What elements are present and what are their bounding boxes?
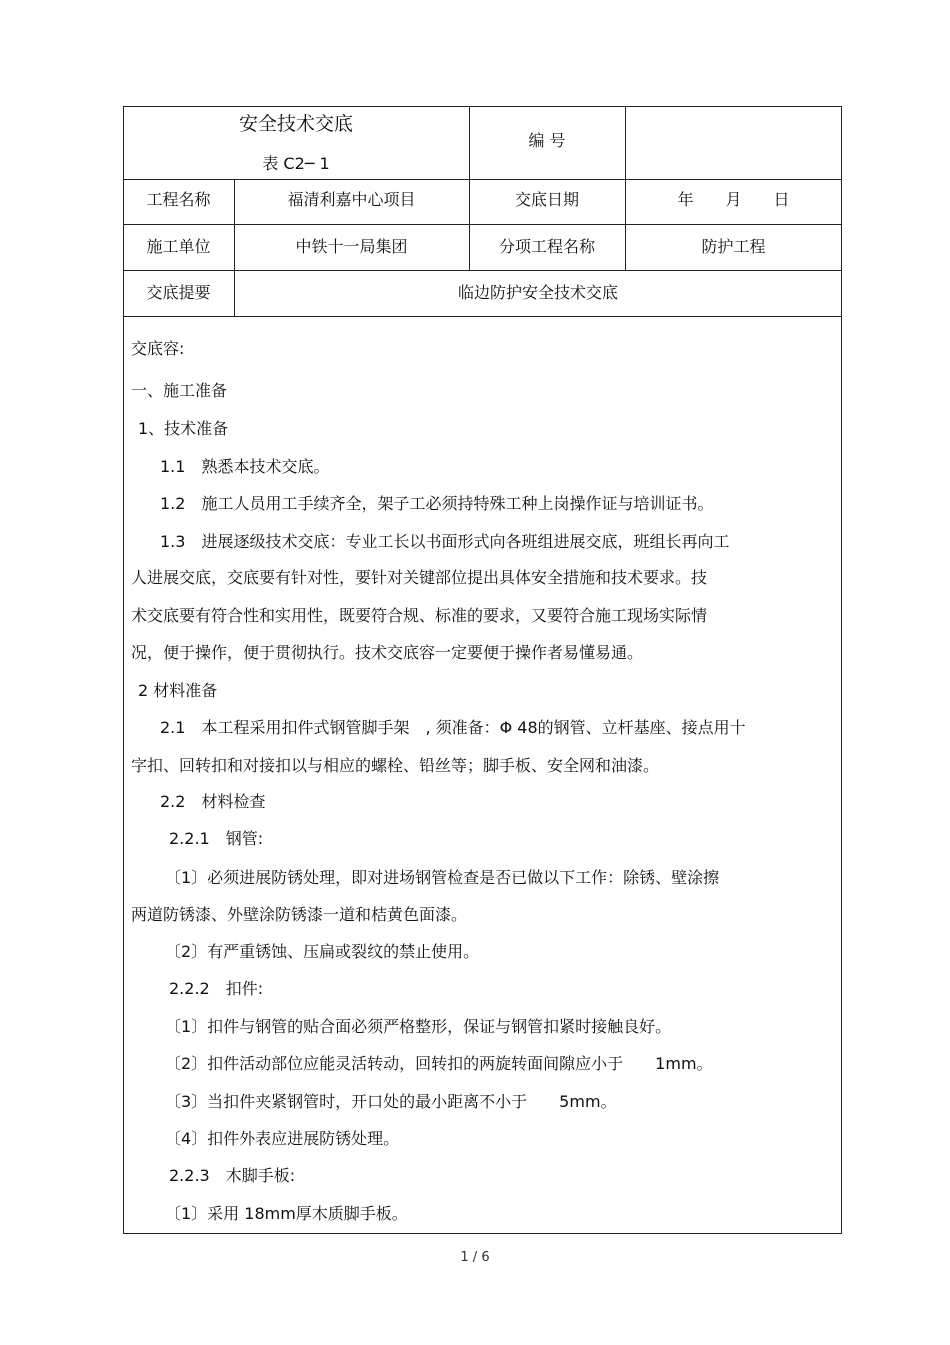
project-name-label: 工程名称 xyxy=(146,190,211,209)
content-line: 2.2.1 钢管: xyxy=(169,829,264,848)
project-name-value: 福清利嘉中心项目 xyxy=(287,190,416,209)
row-divider xyxy=(123,224,842,225)
content-line: 〔1〕采用 18mm厚木质脚手板。 xyxy=(165,1204,408,1223)
form-code: 表 C2─ 1 xyxy=(262,154,330,173)
content-line: 2.2.2 扣件: xyxy=(169,979,264,998)
row-divider xyxy=(123,270,842,271)
content-line: 一、施工准备 xyxy=(131,381,228,400)
disclosure-date-value: 年 月 日 xyxy=(677,190,790,209)
row-divider xyxy=(123,316,842,317)
content-line: 字扣、回转扣和对接扣以与相应的螺栓、铅丝等；脚手板、安全网和油漆。 xyxy=(131,756,660,775)
content-line: 人进展交底，交底要有针对性，要针对关键部位提出具体安全措施和技术要求。技 xyxy=(131,568,708,587)
content-line: 1、技术准备 xyxy=(138,419,229,438)
construction-unit-value: 中铁十一局集团 xyxy=(295,237,408,256)
page-number: 1 / 6 xyxy=(460,1250,490,1265)
disclosure-date-label: 交底日期 xyxy=(514,190,579,209)
construction-unit-label: 施工单位 xyxy=(146,237,211,256)
content-line: 〔1〕扣件与钢管的贴合面必须严格整形，保证与钢管扣紧时接触良好。 xyxy=(165,1017,672,1036)
content-line: 术交底要有符合性和实用性，既要符合规、标准的要求，又要符合施工现场实际情 xyxy=(131,606,708,625)
content-line: 〔3〕当扣件夹紧钢管时，开口处的最小距离不小于 5mm。 xyxy=(165,1092,617,1111)
row-divider xyxy=(123,179,842,180)
content-line: 〔2〕扣件活动部位应能灵活转动，回转扣的两旋转面间隙应小于 1mm。 xyxy=(165,1054,713,1073)
content-line: 1.3 进展逐级技术交底：专业工长以书面形式向各班组进展交底，班组长再向工 xyxy=(160,532,730,551)
number-label: 编 号 xyxy=(528,131,566,150)
content-line: 2.2 材料检查 xyxy=(160,792,266,811)
content-line: 1.1 熟悉本技术交底。 xyxy=(160,457,330,476)
form-title: 安全技术交底 xyxy=(238,113,353,135)
content-line: 1.2 施工人员用工手续齐全，架子工必须持特殊工种上岗操作证与培训证书。 xyxy=(160,494,714,513)
subproject-value: 防护工程 xyxy=(701,237,766,256)
summary-value: 临边防护安全技术交底 xyxy=(457,283,618,302)
content-line: 〔4〕扣件外表应进展防锈处理。 xyxy=(165,1129,400,1148)
content-line: 2 材料准备 xyxy=(138,681,218,700)
content-line: 〔1〕必须进展防锈处理，即对进场钢管检查是否已做以下工作：除锈、壁涂擦 xyxy=(165,868,720,887)
content-line: 2.2.3 木脚手板: xyxy=(169,1166,296,1185)
summary-label: 交底提要 xyxy=(146,283,211,302)
content-line: 2.1 本工程采用扣件式钢管脚手架 , 须准备：Φ 48的钢管、立杆基座、接点用十 xyxy=(160,718,746,737)
subproject-label: 分项工程名称 xyxy=(498,237,595,256)
content-line: 〔2〕有严重锈蚀、压扁或裂纹的禁止使用。 xyxy=(165,942,480,961)
content-line: 交底容: xyxy=(131,339,185,358)
content-line: 况，便于操作，便于贯彻执行。技术交底容一定要便于操作者易懂易通。 xyxy=(131,643,644,662)
content-line: 两道防锈漆、外壁涂防锈漆一道和桔黄色面漆。 xyxy=(131,905,468,924)
